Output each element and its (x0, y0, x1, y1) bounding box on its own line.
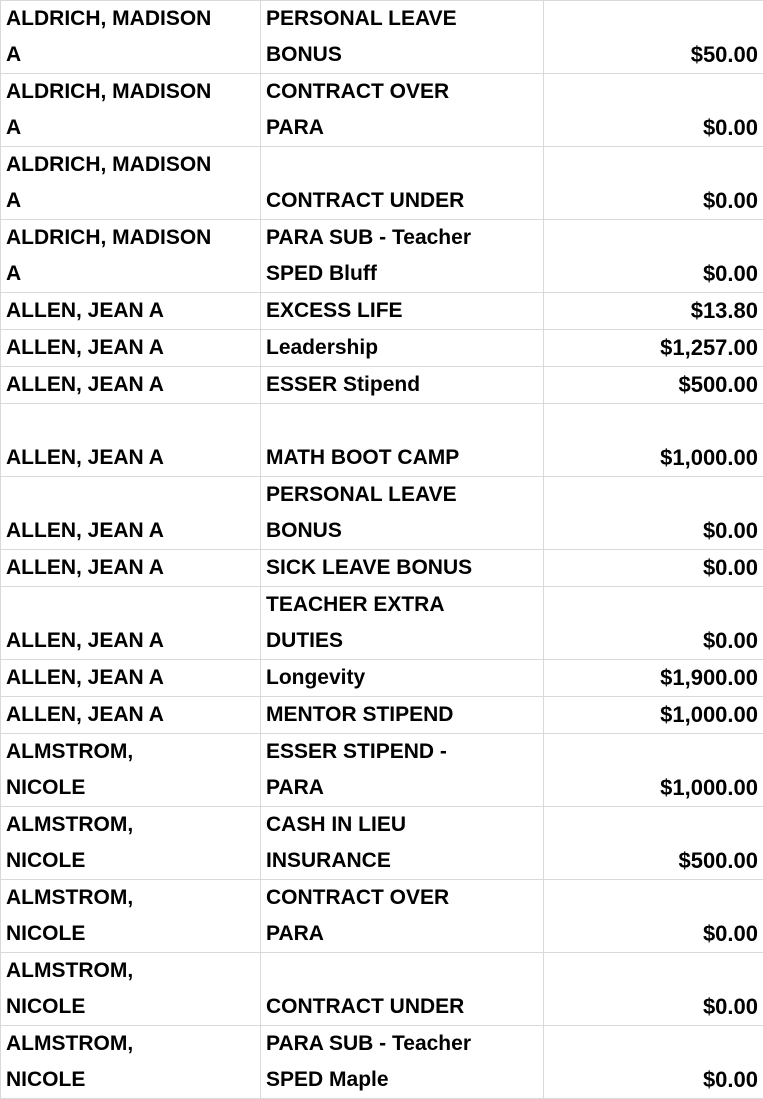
pay-description-cell[interactable] (261, 147, 544, 220)
table-row (1, 74, 763, 147)
employee-name-line: NICOLE (6, 843, 255, 879)
amount-value: $1,257.00 (549, 330, 758, 366)
employee-name-cell[interactable] (1, 74, 261, 147)
pay-description-cell[interactable] (261, 74, 544, 147)
table-row (1, 404, 763, 477)
employee-name-line: ALLEN, JEAN A (6, 660, 255, 696)
pay-description-line (266, 953, 538, 989)
pay-description-line: Leadership (266, 330, 538, 366)
pay-description-line: PARA SUB - Teacher (266, 1026, 538, 1062)
employee-name-line: A (6, 37, 255, 73)
pay-description-line: EXCESS LIFE (266, 293, 538, 329)
pay-description-cell[interactable] (261, 477, 544, 550)
amount-cell[interactable] (544, 404, 763, 477)
amount-cell[interactable] (544, 953, 763, 1026)
employee-name-line: ALDRICH, MADISON (6, 74, 255, 110)
pay-description-line: SPED Maple (266, 1062, 538, 1098)
amount-value: $500.00 (549, 367, 758, 403)
pay-description-line: PARA SUB - Teacher (266, 220, 538, 256)
employee-name-line: ALMSTROM, (6, 880, 255, 916)
pay-description-line: PERSONAL LEAVE (266, 477, 538, 513)
amount-value: $500.00 (549, 843, 758, 879)
amount-value: $13.80 (549, 293, 758, 329)
employee-name-line: A (6, 256, 255, 292)
employee-name-line: ALLEN, JEAN A (6, 440, 255, 476)
pay-description-line: PARA (266, 916, 538, 952)
employee-name-line: ALLEN, JEAN A (6, 623, 255, 659)
table-row (1, 880, 763, 953)
pay-description-line (266, 147, 538, 183)
employee-name-line: ALMSTROM, (6, 953, 255, 989)
amount-cell[interactable] (544, 660, 763, 697)
amount-value: $50.00 (549, 37, 758, 73)
amount-value: $0.00 (549, 1062, 758, 1098)
pay-description-cell[interactable] (261, 697, 544, 734)
pay-description-line: CONTRACT UNDER (266, 183, 538, 219)
amount-cell[interactable] (544, 587, 763, 660)
table-row (1, 697, 763, 734)
employee-name-line: A (6, 110, 255, 146)
pay-description-cell[interactable] (261, 220, 544, 293)
pay-description-cell[interactable] (261, 404, 544, 477)
amount-cell[interactable] (544, 734, 763, 807)
employee-name-line: ALLEN, JEAN A (6, 293, 255, 329)
employee-name-cell[interactable] (1, 587, 261, 660)
employee-name-line: ALLEN, JEAN A (6, 330, 255, 366)
pay-description-line: DUTIES (266, 623, 538, 659)
employee-name-line: ALDRICH, MADISON (6, 220, 255, 256)
employee-name-cell[interactable] (1, 220, 261, 293)
amount-cell[interactable] (544, 697, 763, 734)
pay-description-cell[interactable] (261, 367, 544, 404)
amount-value: $0.00 (549, 916, 758, 952)
table-row (1, 1, 763, 74)
employee-name-line (6, 477, 255, 513)
pay-description-line: SICK LEAVE BONUS (266, 550, 538, 586)
pay-description-line: BONUS (266, 37, 538, 73)
table-row (1, 367, 763, 404)
amount-value: $0.00 (549, 623, 758, 659)
employee-name-cell[interactable] (1, 660, 261, 697)
pay-description-cell[interactable] (261, 1026, 544, 1099)
amount-cell[interactable] (544, 550, 763, 587)
amount-value: $1,900.00 (549, 660, 758, 696)
amount-cell[interactable] (544, 1, 763, 74)
employee-name-cell[interactable] (1, 477, 261, 550)
pay-description-cell[interactable] (261, 953, 544, 1026)
employee-name-cell[interactable] (1, 953, 261, 1026)
table-row (1, 330, 763, 367)
amount-cell[interactable] (544, 74, 763, 147)
employee-name-line (6, 404, 255, 440)
pay-description-line: SPED Bluff (266, 256, 538, 292)
employee-name-cell[interactable] (1, 1, 261, 74)
amount-value: $0.00 (549, 183, 758, 219)
pay-description-line: MENTOR STIPEND (266, 697, 538, 733)
pay-description-cell[interactable] (261, 330, 544, 367)
employee-name-line: ALMSTROM, (6, 1026, 255, 1062)
amount-cell[interactable] (544, 880, 763, 953)
table-row (1, 147, 763, 220)
table-row (1, 550, 763, 587)
employee-name-cell[interactable] (1, 807, 261, 880)
table-row (1, 220, 763, 293)
amount-value: $0.00 (549, 989, 758, 1025)
pay-description-line: PARA (266, 770, 538, 806)
amount-value: $0.00 (549, 513, 758, 549)
pay-description-line: MATH BOOT CAMP (266, 440, 538, 476)
pay-description-line: CASH IN LIEU (266, 807, 538, 843)
employee-name-line: ALLEN, JEAN A (6, 550, 255, 586)
pay-description-line: CONTRACT UNDER (266, 989, 538, 1025)
pay-description-cell[interactable] (261, 587, 544, 660)
pay-description-line (266, 404, 538, 440)
employee-name-line: ALMSTROM, (6, 807, 255, 843)
employee-name-line: ALDRICH, MADISON (6, 1, 255, 37)
employee-name-cell[interactable] (1, 550, 261, 587)
pay-description-line: Longevity (266, 660, 538, 696)
pay-description-cell[interactable] (261, 1, 544, 74)
amount-cell[interactable] (544, 147, 763, 220)
amount-value: $0.00 (549, 550, 758, 586)
table-row (1, 1026, 763, 1099)
employee-name-line (6, 587, 255, 623)
table-row (1, 587, 763, 660)
pay-description-line: PERSONAL LEAVE (266, 1, 538, 37)
employee-name-line: ALDRICH, MADISON (6, 147, 255, 183)
employee-name-cell[interactable] (1, 734, 261, 807)
amount-cell[interactable] (544, 1026, 763, 1099)
pay-description-line: TEACHER EXTRA (266, 587, 538, 623)
employee-name-line: NICOLE (6, 1062, 255, 1098)
employee-name-cell[interactable] (1, 147, 261, 220)
pay-description-line: PARA (266, 110, 538, 146)
employee-name-line: ALMSTROM, (6, 734, 255, 770)
table-row (1, 477, 763, 550)
pay-description-line: INSURANCE (266, 843, 538, 879)
employee-name-line: ALLEN, JEAN A (6, 697, 255, 733)
pay-description-line: CONTRACT OVER (266, 74, 538, 110)
pay-description-line: CONTRACT OVER (266, 880, 538, 916)
pay-description-line: ESSER Stipend (266, 367, 538, 403)
employee-name-cell[interactable] (1, 330, 261, 367)
pay-description-cell[interactable] (261, 660, 544, 697)
employee-name-line: ALLEN, JEAN A (6, 367, 255, 403)
table-row (1, 734, 763, 807)
employee-name-cell[interactable] (1, 404, 261, 477)
amount-value: $1,000.00 (549, 697, 758, 733)
pay-description-cell[interactable] (261, 880, 544, 953)
amount-value: $1,000.00 (549, 440, 758, 476)
pay-description-line: ESSER STIPEND - (266, 734, 538, 770)
employee-name-cell[interactable] (1, 697, 261, 734)
pay-description-cell[interactable] (261, 550, 544, 587)
employee-name-line: NICOLE (6, 916, 255, 952)
pay-description-cell[interactable] (261, 293, 544, 330)
employee-name-line: A (6, 183, 255, 219)
payroll-table-body (1, 1, 763, 1099)
pay-description-cell[interactable] (261, 734, 544, 807)
employee-name-cell[interactable] (1, 880, 261, 953)
table-row (1, 660, 763, 697)
table-row (1, 293, 763, 330)
amount-value: $0.00 (549, 256, 758, 292)
amount-cell[interactable] (544, 367, 763, 404)
employee-name-cell[interactable] (1, 293, 261, 330)
amount-value: $0.00 (549, 110, 758, 146)
employee-name-line: NICOLE (6, 989, 255, 1025)
amount-cell[interactable] (544, 220, 763, 293)
table-row (1, 807, 763, 880)
employee-name-line: NICOLE (6, 770, 255, 806)
table-row (1, 953, 763, 1026)
amount-cell[interactable] (544, 477, 763, 550)
amount-cell[interactable] (544, 330, 763, 367)
pay-description-line: BONUS (266, 513, 538, 549)
employee-name-cell[interactable] (1, 1026, 261, 1099)
pay-description-cell[interactable] (261, 807, 544, 880)
employee-name-line: ALLEN, JEAN A (6, 513, 255, 549)
amount-cell[interactable] (544, 807, 763, 880)
employee-name-cell[interactable] (1, 367, 261, 404)
amount-value: $1,000.00 (549, 770, 758, 806)
amount-cell[interactable] (544, 293, 763, 330)
